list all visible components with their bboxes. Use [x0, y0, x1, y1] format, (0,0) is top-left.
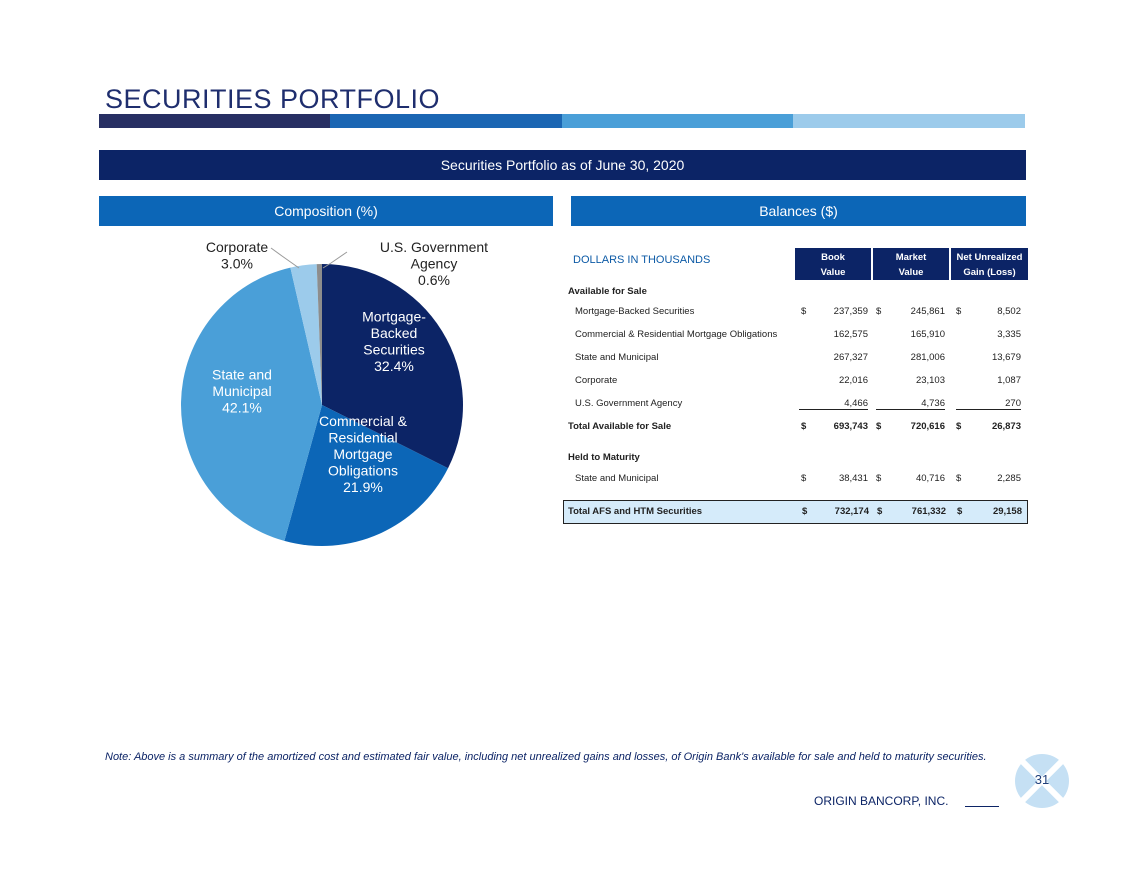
table-row — [563, 473, 1028, 487]
market-value: 761,332 — [911, 506, 946, 517]
pie-category-label: Commercial & — [319, 413, 407, 429]
pie-category-label: State and — [212, 366, 272, 383]
net-gain: 270 — [956, 398, 1021, 410]
pie-category-label: Residential — [328, 429, 398, 446]
row-label: Mortgage-Backed Securities — [575, 306, 695, 317]
pie-value-label: 3.0% — [221, 255, 253, 272]
market-value: 40,716 — [915, 473, 945, 484]
dollar-sign: $ — [876, 473, 882, 484]
portfolio-banner: Securities Portfolio as of June 30, 2020 — [99, 150, 1026, 180]
page-title: SECURITIES PORTFOLIO — [105, 84, 441, 114]
book-value: 22,016 — [838, 375, 868, 386]
row-label: Total AFS and HTM Securities — [568, 506, 703, 517]
footnote: Note: Above is a summary of the amortized cost and estimated fair value, including net unrealized gains and losses, of Origin Bank's available for sale and held to maturity securities. — [105, 751, 987, 763]
net-gain: 2,285 — [997, 473, 1021, 484]
table-row — [563, 375, 1028, 389]
pie-slice-label — [206, 239, 268, 272]
row-label: U.S. Government Agency — [575, 398, 683, 409]
footer-rule — [965, 806, 999, 807]
pie-category-label: Backed — [370, 324, 418, 341]
pie-value-label: 0.6% — [418, 272, 450, 288]
pie-value-label: 42.1% — [222, 399, 262, 416]
col-header-gain-line1: Net Unrealized — [956, 252, 1023, 263]
market-value: 165,910 — [910, 329, 945, 340]
dollar-sign: $ — [956, 421, 962, 432]
row-label: Corporate — [575, 375, 618, 386]
pie-slice-label — [380, 239, 488, 288]
composition-pie-chart — [99, 228, 553, 558]
htm-section-title: Held to Maturity — [568, 452, 640, 463]
dollar-sign: $ — [802, 506, 808, 517]
dollar-sign: $ — [956, 473, 962, 484]
pie-category-label: Obligations — [327, 462, 399, 479]
pie-value-label: 21.9% — [343, 479, 383, 495]
market-value: 4,736 — [876, 398, 945, 410]
dollar-sign: $ — [801, 306, 807, 317]
table-row — [563, 398, 1028, 412]
pie-value-label: 32.4% — [374, 357, 414, 374]
page-number: 31 — [1034, 772, 1050, 787]
pie-category-label: Corporate — [205, 239, 269, 255]
pie-category-label: Mortgage — [333, 446, 393, 462]
row-label: Total Available for Sale — [568, 421, 672, 432]
grand-total-box — [563, 500, 1028, 524]
market-value: 720,616 — [910, 421, 945, 432]
book-value: 38,431 — [838, 473, 868, 484]
grand-total-row — [564, 506, 1029, 520]
dollar-sign: $ — [801, 421, 807, 432]
col-header-market — [873, 248, 949, 280]
dollar-sign: $ — [956, 306, 962, 317]
dollar-sign: $ — [876, 421, 882, 432]
market-value: 23,103 — [915, 375, 945, 386]
pie-category-label: Municipal — [212, 383, 272, 399]
table-row — [563, 352, 1028, 366]
net-gain: 26,873 — [991, 421, 1021, 432]
book-value: 267,327 — [833, 352, 868, 363]
table-row — [563, 329, 1028, 343]
market-value: 281,006 — [910, 352, 945, 363]
col-header-book-line1: Book — [821, 252, 845, 263]
dollar-sign: $ — [877, 506, 883, 517]
title-stripe-1 — [99, 114, 330, 128]
pie-category-label: Agency — [410, 255, 458, 272]
col-header-book-line2: Value — [820, 267, 846, 278]
net-gain: 29,158 — [992, 506, 1022, 517]
pie-leader-line — [271, 248, 299, 268]
title-stripe-2 — [330, 114, 562, 128]
net-gain: 1,087 — [997, 375, 1021, 386]
afs-section-title: Available for Sale — [568, 286, 647, 297]
dollar-sign: $ — [957, 506, 963, 517]
units-label: DOLLARS IN THOUSANDS — [573, 254, 711, 266]
row-label: State and Municipal — [575, 352, 659, 363]
col-header-gain-line2: Gain (Loss) — [963, 267, 1016, 278]
table-row — [563, 306, 1028, 320]
net-gain: 8,502 — [997, 306, 1021, 317]
company-footer: ORIGIN BANCORP, INC. — [814, 794, 949, 808]
title-stripe-4 — [793, 114, 1025, 128]
net-gain: 13,679 — [991, 352, 1021, 363]
dollar-sign: $ — [876, 306, 882, 317]
book-value: 732,174 — [834, 506, 869, 517]
col-header-gain — [951, 248, 1028, 280]
pie-category-label: Securities — [363, 341, 425, 358]
col-header-market-line1: Market — [895, 252, 927, 263]
pie-category-label: Mortgage- — [362, 308, 426, 325]
afs-total-row — [563, 421, 1028, 435]
row-label: State and Municipal — [575, 473, 659, 484]
market-value: 245,861 — [910, 306, 945, 317]
book-value: 237,359 — [833, 306, 868, 317]
row-label: Commercial & Residential Mortgage Obligations — [575, 329, 778, 340]
book-value: 4,466 — [799, 398, 868, 410]
net-gain: 3,335 — [997, 329, 1021, 340]
book-value: 693,743 — [833, 421, 868, 432]
dollar-sign: $ — [801, 473, 807, 484]
composition-header: Composition (%) — [99, 196, 553, 226]
book-value: 162,575 — [833, 329, 868, 340]
col-header-book — [795, 248, 871, 280]
pie-category-label: U.S. Government — [379, 239, 489, 255]
title-stripe-3 — [562, 114, 793, 128]
col-header-market-line2: Value — [898, 267, 924, 278]
balances-header: Balances ($) — [571, 196, 1026, 226]
